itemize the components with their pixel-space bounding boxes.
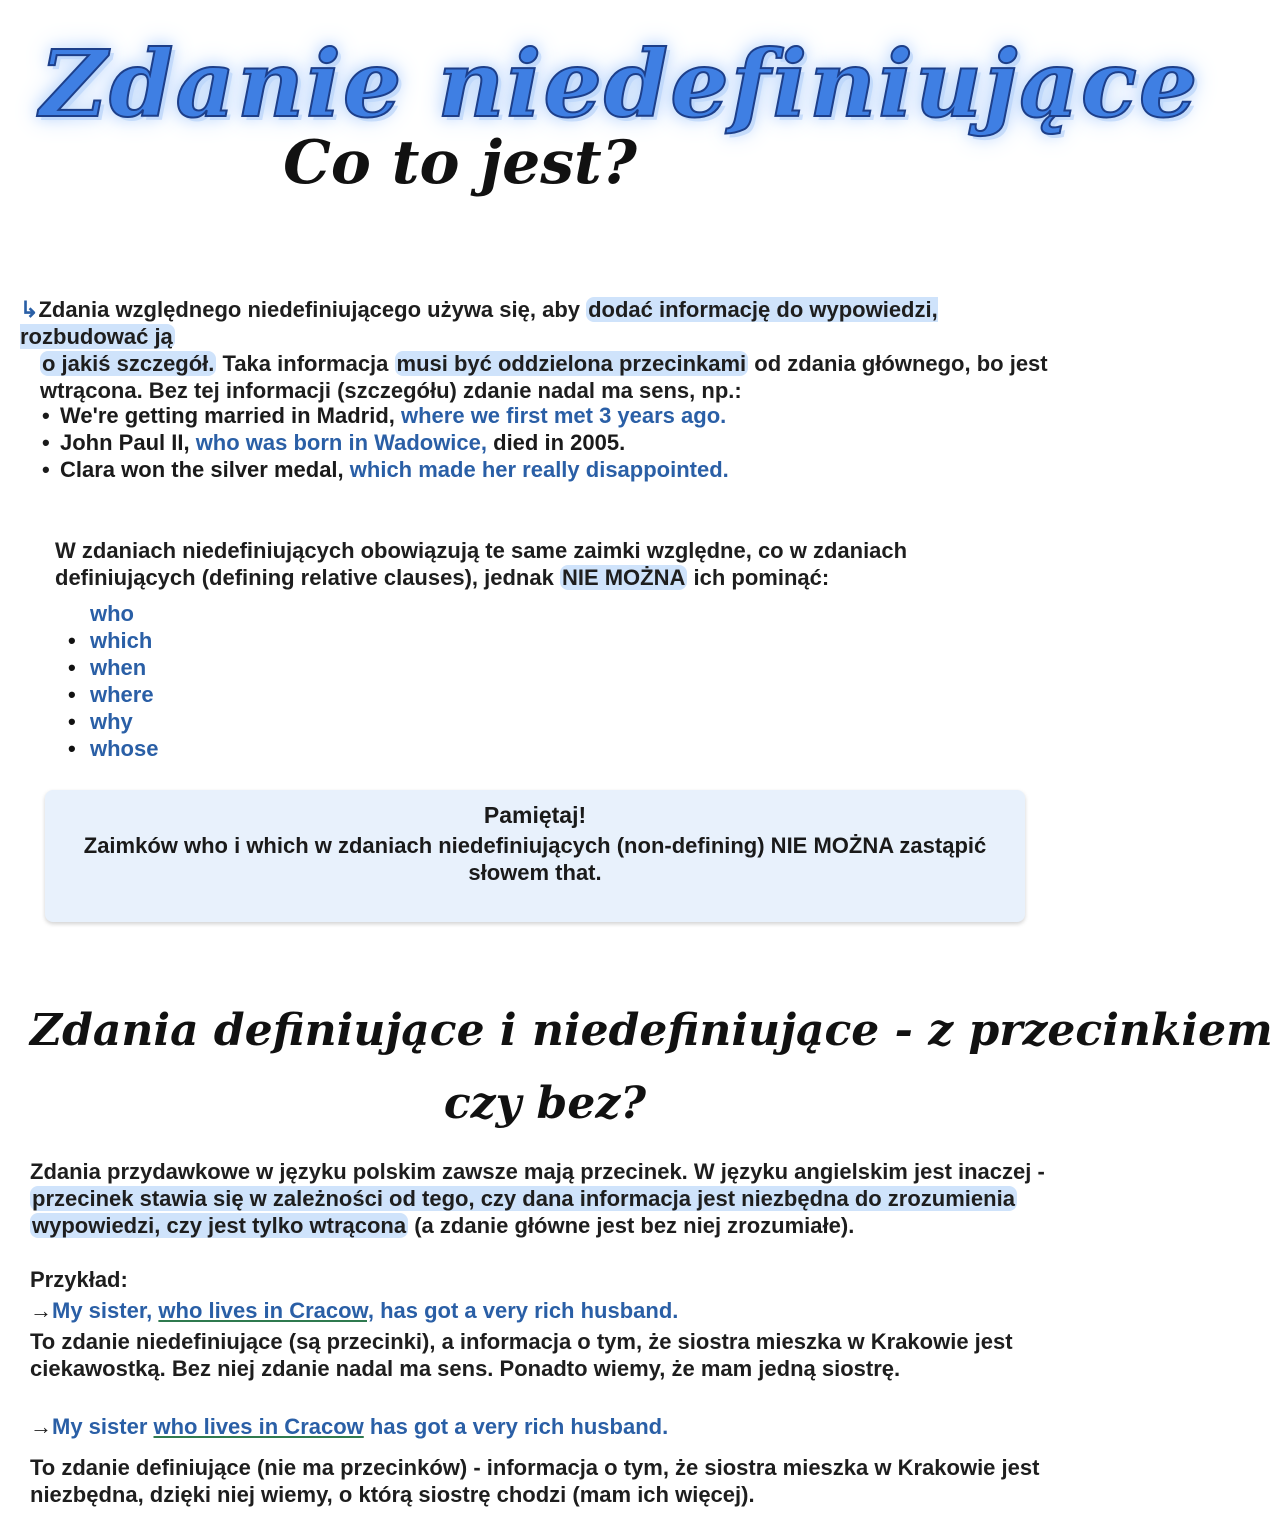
explanation-line: To zdanie definiujące (nie ma przecinków) - informacja o tym, że siostra mieszka w Krakowie jest (30, 1455, 1040, 1480)
list-item (68, 708, 158, 735)
list-item (42, 402, 1042, 429)
example-label: Przykład: (30, 1267, 128, 1292)
example-1-explanation (30, 1328, 1060, 1382)
note-box (45, 790, 1025, 922)
intro-line-3: wtrącona. Bez tej informacji (szczegółu) zdanie nadal ma sens, np.: (40, 378, 742, 403)
pronoun: when (90, 655, 147, 680)
pronoun: why (90, 709, 133, 734)
example-relative: who was born in Wadowice, (195, 430, 488, 455)
section2-highlight: wypowiedzi, czy jest tylko wtrącona (32, 1213, 407, 1238)
bullet-icon: • (68, 736, 76, 761)
intro-line-2 (20, 350, 1060, 377)
bullet-icon: • (68, 709, 76, 734)
pronoun: whose (90, 736, 159, 761)
bullet-icon: • (68, 655, 76, 680)
example-relative: who lives in Cracow (153, 1414, 364, 1439)
page-subtitle: Co to jest? (283, 128, 637, 198)
list-item (68, 654, 158, 681)
explanation-line: To zdanie niedefiniujące (są przecinki), a informacja o tym, że siostra mieszka w Krakowie jest (30, 1329, 1013, 1354)
pronouns-intro-text: definiujących (defining relative clauses), jednak (55, 565, 560, 590)
bullet-icon: • (42, 403, 50, 428)
list-item (68, 600, 158, 627)
intro-text: Zdania względnego niedefiniującego używa się, aby (38, 297, 587, 322)
page-title: Zdanie niedefiniujące (40, 30, 1200, 138)
intro-highlight: musi być oddzielona przecinkami (396, 351, 747, 376)
example-text: has got a very rich husband. (373, 1298, 679, 1323)
section-heading: Zdania definiujące i niedefiniujące - z przecinkiem (30, 1005, 1273, 1056)
pronoun: where (90, 682, 154, 707)
right-arrow-icon: → (30, 1298, 52, 1323)
pronouns-intro (55, 537, 1035, 591)
example-text: My sister, (52, 1298, 159, 1323)
pronouns-intro-highlight: NIE MOŻNA (561, 565, 686, 590)
bullet-icon: • (42, 457, 50, 482)
pronouns-intro-line-1: W zdaniach niedefiniujących obowiązują te same zaimki względne, co w zdaniach (55, 538, 908, 563)
intro-line-1 (20, 296, 1060, 350)
corner-arrow-icon: ↳ (20, 297, 39, 322)
examples-list (42, 402, 1042, 483)
example-2-explanation (30, 1454, 1060, 1508)
bullet-icon: • (42, 430, 50, 455)
section2-paragraph (30, 1158, 1060, 1239)
example-relative: who lives in Cracow, (158, 1298, 374, 1323)
explanation-line: ciekawostką. Bez niej zdanie nadal ma sens. Ponadto wiemy, że mam jedną siostrę. (30, 1356, 901, 1381)
intro-highlight: o jakiś szczegół. (42, 351, 215, 376)
pronouns-intro-text: ich pominąć: (687, 565, 830, 590)
list-item (68, 681, 158, 708)
intro-text: Taka informacja (216, 351, 395, 376)
example-text: has got a very rich husband. (363, 1414, 669, 1439)
bullet-icon: • (68, 628, 76, 653)
intro-text: od zdania głównego, bo jest (748, 351, 1048, 376)
list-item (68, 627, 158, 654)
example-tail: died in 2005. (487, 430, 626, 455)
section2-text: (a zdanie główne jest bez niej zrozumiałe). (408, 1213, 855, 1238)
list-item (42, 456, 1042, 483)
example-relative: where we first met 3 years ago. (401, 403, 727, 428)
pronoun: who (90, 601, 134, 626)
note-title: Pamiętaj! (483, 802, 587, 828)
example-1-sentence (30, 1297, 1060, 1324)
section2-line-1: Zdania przydawkowe w języku polskim zawsze mają przecinek. W języku angielskim jest inaczej - (30, 1159, 1045, 1184)
pronoun-list (68, 600, 158, 762)
intro-highlight: dodać informację do wypowiedzi, rozbudować ją (20, 297, 938, 349)
example-relative: which made her really disappointed. (349, 457, 729, 482)
intro-paragraph (20, 296, 1060, 404)
section2-highlight: przecinek stawia się w zależności od tego, czy dana informacja jest niezbędna do zrozumienia (32, 1186, 1015, 1211)
right-arrow-icon: → (30, 1414, 52, 1439)
list-item (42, 429, 1042, 456)
example-main: Clara won the silver medal, (60, 457, 350, 482)
section-heading-line-2: czy bez? (443, 1078, 647, 1129)
pronouns-intro-line-2 (55, 564, 1035, 591)
example-main: John Paul II, (60, 430, 196, 455)
example-text: My sister (52, 1414, 154, 1439)
pronoun: which (90, 628, 153, 653)
bullet-icon: • (68, 682, 76, 707)
example-2-sentence (30, 1413, 1060, 1440)
note-body: Zaimków who i which w zdaniach niedefiniujących (non-defining) NIE MOŻNA zastąpić słowem that. (83, 833, 987, 885)
explanation-line: niezbędna, dzięki niej wiemy, o którą siostrę chodzi (mam ich więcej). (30, 1482, 755, 1507)
example-main: We're getting married in Madrid, (60, 403, 401, 428)
section2-line-2 (30, 1185, 1060, 1212)
section2-line-3 (30, 1212, 1060, 1239)
list-item (68, 735, 158, 762)
